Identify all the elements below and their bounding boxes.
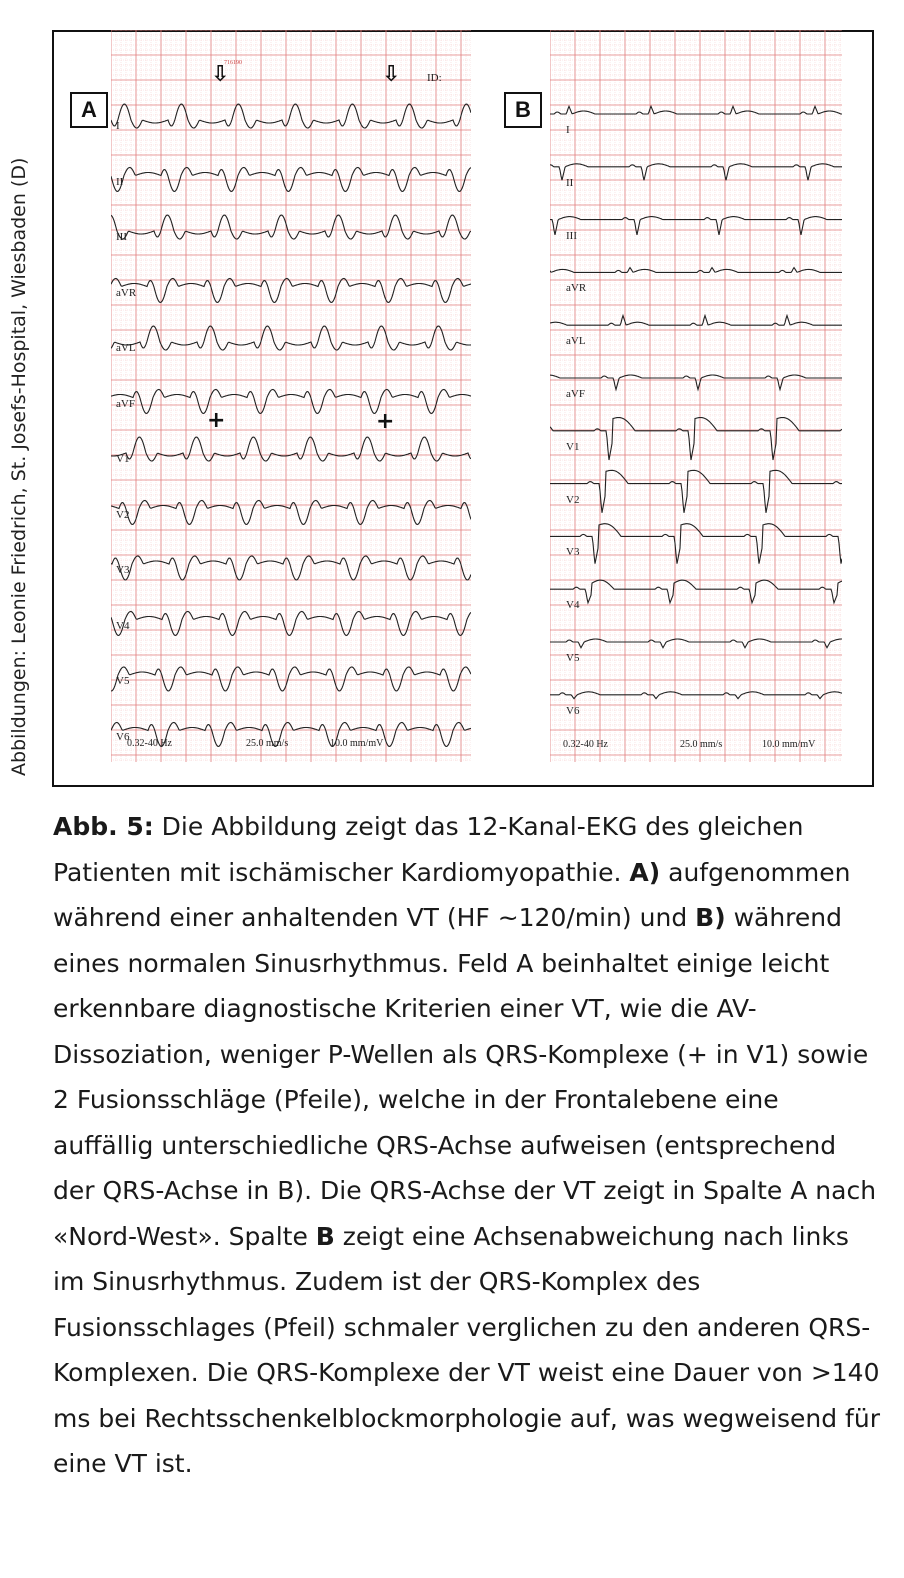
lead-label-b-iii: III [566, 229, 577, 242]
lead-label-b-ii: II [566, 176, 574, 189]
trace-a-ii [111, 168, 471, 192]
trace-b-v4 [550, 580, 842, 603]
trace-b-avf [550, 375, 842, 390]
lead-label-b-avf: aVF [566, 388, 585, 400]
lead-label-b-v3: V3 [566, 546, 580, 559]
lead-label-b-v4: V4 [566, 599, 580, 612]
lead-label-a-v4: V4 [116, 619, 130, 632]
panel-label-b: B [504, 92, 542, 128]
trace-b-iii [550, 217, 842, 235]
ecg-id-label: ID: [427, 72, 442, 84]
fusion-arrow-1-icon: ⇩ [211, 62, 230, 87]
trace-b-v2 [550, 470, 842, 513]
lead-label-a-v3: V3 [116, 564, 130, 576]
ecg-grid [111, 30, 471, 762]
fusion-arrow-2-icon: ⇩ [382, 62, 401, 87]
lead-label-b-v6: V6 [566, 704, 580, 717]
lead-label-a-avr: aVR [116, 286, 137, 299]
lead-label-b-avl: aVL [566, 335, 586, 348]
p-wave-plus-2: + [376, 409, 395, 434]
trace-a-avf [111, 390, 471, 414]
figure-caption [53, 804, 883, 1487]
lead-label-a-avl: aVL [116, 342, 136, 354]
caption-intro: Die Abbildung zeigt das 12-Kanal-EKG des gleichen Patienten mit ischämischer Kardiomyopathie. [53, 812, 804, 887]
trace-b-ii [550, 164, 842, 180]
lead-label-b-i: I [566, 124, 570, 136]
caption-a-label: A) [629, 857, 661, 887]
footer-speed-a: 25.0 mm/s [246, 738, 289, 749]
caption-b-label: B) [695, 903, 726, 932]
lead-label-b-v2: V2 [566, 493, 580, 506]
lead-label-b-v1: V1 [566, 440, 580, 453]
caption-b-label-2: B [315, 1221, 335, 1251]
caption-end-text: zeigt eine Achsenabweichung nach links im Sinusrhythmus. Zudem ist der QRS-Komplex des Fusionsschlages (Pfeil) schmaler verglichen zu den anderen QRS-Komplexen. Die QRS-Komplexe der VT weist eine Dauer von >140 ms bei Rechtsschenkelblockmorphologie auf, was wegweisend für eine VT ist. [53, 1221, 880, 1478]
trace-b-v1 [550, 418, 842, 461]
lead-label-a-iii: III [116, 231, 127, 243]
caption-a-text: aufgenommen während einer anhaltenden VT (HF ~120/min) und [53, 857, 851, 932]
ecg-panel-b [550, 30, 842, 762]
caption-b-text: während eines normalen Sinusrhythmus. Feld A beinhaltet einige leicht erkennbare diagnostische Kriterien einer VT, wie die AV-Dissoziation, weniger P-Wellen als QRS-Komplexe (+ in V1) sowie 2 Fusionsschläge (Pfeile), welche in der Frontalebene eine auffällig unterschiedliche QRS-Achse aufweisen (entsprechend der QRS-Achse in B). Die QRS-Achse der VT zeigt in Spalte A nach «Nord-West». Spalte [53, 903, 877, 1251]
lead-label-a-v1: V1 [116, 453, 130, 465]
trace-b-v5 [550, 639, 842, 648]
panel-label-a: A [70, 92, 108, 128]
ecg-grid [550, 30, 842, 762]
footer-speed-b: 25.0 mm/s [680, 739, 723, 750]
ecg-small-header: 716190 [224, 60, 242, 66]
lead-label-a-ii: II [116, 175, 124, 188]
footer-gain-b: 10.0 mm/mV [762, 739, 816, 750]
image-credit: Abbildungen: Leonie Friedrich, St. Josefs-Hospital, Wiesbaden (D) [8, 157, 30, 776]
footer-filter-b: 0.32-40 Hz [563, 739, 608, 750]
lead-label-a-v6: V6 [116, 730, 130, 743]
ecg-trace-a [111, 30, 471, 762]
p-wave-plus-1: + [207, 408, 226, 433]
footer-gain-a: 10.0 mm/mV [330, 738, 384, 749]
lead-label-a-v5: V5 [116, 675, 130, 687]
lead-label-b-avr: aVR [566, 282, 587, 295]
trace-b-v6 [550, 692, 842, 699]
caption-figure-label: Abb. 5: [53, 812, 154, 841]
ecg-panel-a [111, 30, 471, 762]
ecg-trace-b [550, 30, 842, 762]
footer-filter-a: 0.32-40 Hz [127, 738, 172, 749]
lead-label-a-i: I [116, 120, 120, 132]
lead-label-b-v5: V5 [566, 652, 580, 664]
lead-label-a-avf: aVF [116, 397, 135, 410]
trace-b-avl [550, 316, 842, 326]
lead-label-a-v2: V2 [116, 508, 130, 521]
